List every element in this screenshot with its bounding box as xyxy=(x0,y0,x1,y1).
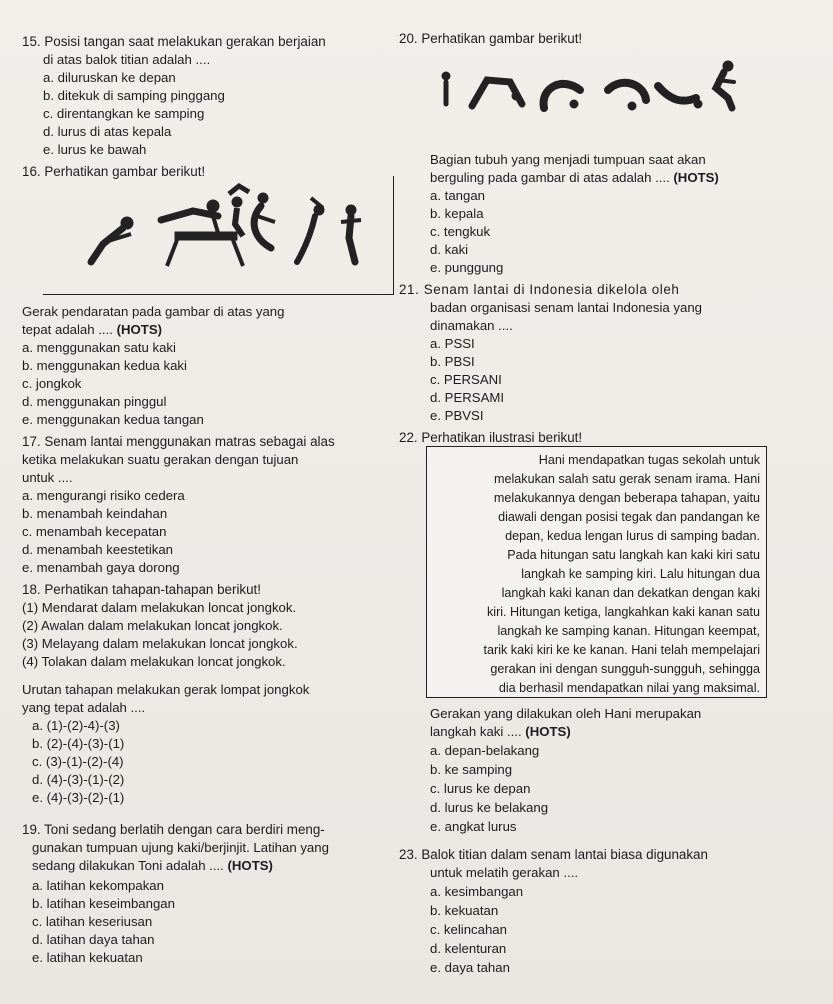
q22-option-c: c. lurus ke depan xyxy=(430,781,531,796)
q22-question-line1: Gerakan yang dilakukan oleh Hani merupakan xyxy=(430,706,702,721)
q23-option-c: c. kelincahan xyxy=(430,922,507,937)
q20-option-a: a. tangan xyxy=(430,188,485,203)
q20-roll-illustration xyxy=(432,46,767,150)
q15-option-b: b. ditekuk di samping pinggang xyxy=(43,88,225,103)
q22-box-line-12: gerakan ini dengan sungguh-sungguh, sehingga xyxy=(490,662,760,676)
q22-line1: 22. Perhatikan ilustrasi berikut! xyxy=(399,430,583,445)
q22-option-d: d. lurus ke belakang xyxy=(430,800,549,815)
q22-illustration-box xyxy=(426,446,767,698)
q22-box-line-13: dia berhasil mendapatkan nilai yang maksimal. xyxy=(498,681,760,695)
q18-option-e: e. (4)-(3)-(2)-(1) xyxy=(32,790,125,805)
q19-option-b: b. latihan keseimbangan xyxy=(32,896,175,911)
q15-option-d: d. lurus di atas kepala xyxy=(43,124,172,139)
q21-line3: dinamakan .... xyxy=(430,318,513,333)
q16-vault-illustration xyxy=(43,176,393,294)
q19-option-e: e. latihan kekuatan xyxy=(32,950,143,965)
q21-option-a: a. PSSI xyxy=(430,336,475,351)
q22-box-line-3: melakukannya dengan beberapa tahapan, yaitu xyxy=(493,491,760,505)
q18-step-1: (1) Mendarat dalam melakukan loncat jongkok. xyxy=(22,600,297,615)
q20-figure xyxy=(432,46,767,150)
q18-option-a: a. (1)-(2)-4)-(3) xyxy=(32,718,120,733)
q18-line1: 18. Perhatikan tahapan-tahapan berikut! xyxy=(22,582,261,597)
q21-option-e: e. PBVSI xyxy=(430,408,484,423)
q22-box-line-1: Hani mendapatkan tugas sekolah untuk xyxy=(538,453,760,467)
q17-option-c: c. menambah kecepatan xyxy=(22,524,167,539)
q18-question-line1: Urutan tahapan melakukan gerak lompat jongkok xyxy=(22,682,310,697)
q23-line1: 23. Balok titian dalam senam lantai biasa digunakan xyxy=(399,847,708,862)
q22-box-text xyxy=(433,451,760,698)
q22-box-line-11: tarik kaki kiri ke ke kanan. Hani telah mempelajari xyxy=(483,643,760,657)
q22-box-line-9: kiri. Hitungan ketiga, langkahkan kaki kanan satu xyxy=(486,605,760,619)
q23-option-a: a. kesimbangan xyxy=(430,884,524,899)
q21-option-d: d. PERSAMI xyxy=(430,390,505,405)
q17-option-d: d. menambah keestetikan xyxy=(22,542,174,557)
q22-box-line-5: depan, kedua lengan lurus di samping badan. xyxy=(505,529,760,543)
q20-option-c: c. tengkuk xyxy=(430,224,491,239)
q23-option-e: e. daya tahan xyxy=(430,960,510,975)
q15-line1: 15. Posisi tangan saat melakukan gerakan berjaian xyxy=(22,34,326,49)
q22-box-line-7: langkah ke samping kiri. Lalu hitungan dua xyxy=(521,567,760,581)
q17-option-a: a. mengurangi risiko cedera xyxy=(22,488,185,503)
q22-option-e: e. angkat lurus xyxy=(430,819,517,834)
q15-option-e: e. lurus ke bawah xyxy=(43,142,147,157)
q16-option-d: d. menggunakan pinggul xyxy=(22,394,167,409)
q22-box-line-8: langkah kaki kanan dan dekatkan dengan kaki xyxy=(501,586,760,600)
q22-option-a: a. depan-belakang xyxy=(430,743,540,758)
q22-option-b: b. ke samping xyxy=(430,762,513,777)
q23-option-b: b. kekuatan xyxy=(430,903,499,918)
q18-question-line2: yang tepat adalah .... xyxy=(22,700,146,715)
q21-option-b: b. PBSI xyxy=(430,354,475,369)
q22-box-line-2: melakukan salah satu gerak senam irama. Hani xyxy=(494,472,760,486)
q21-line2: badan organisasi senam lantai Indonesia yang xyxy=(430,300,702,315)
q16-option-c: c. jongkok xyxy=(22,376,82,391)
q16-line1: 16. Perhatikan gambar berikut! xyxy=(22,164,206,179)
q17-option-b: b. menambah keindahan xyxy=(22,506,168,521)
q16-option-b: b. menggunakan kedua kaki xyxy=(22,358,187,373)
q21-option-c: c. PERSANI xyxy=(430,372,502,387)
q18-option-d: d. (4)-(3)-(1)-(2) xyxy=(32,772,125,787)
q20-option-b: b. kepala xyxy=(430,206,484,221)
q23-option-d: d. kelenturan xyxy=(430,941,507,956)
q17-line3: untuk .... xyxy=(22,470,73,485)
q22-box-line-6: Pada hitungan satu langkah kan kaki kiri satu xyxy=(507,548,760,562)
q22-box-line-10: langkah ke samping kanan. Hitungan keempat, xyxy=(497,624,760,638)
q20-option-d: d. kaki xyxy=(430,242,469,257)
q16-option-a: a. menggunakan satu kaki xyxy=(22,340,176,355)
q16-figure-frame xyxy=(43,176,394,295)
q17-option-e: e. menambah gaya dorong xyxy=(22,560,180,575)
q19-option-a: a. latihan kekompakan xyxy=(32,878,164,893)
q15-option-c: c. direntangkan ke samping xyxy=(43,106,205,121)
q19-line2: gunakan tumpuan ujung kaki/berjinjit. Latihan yang xyxy=(32,840,329,855)
q20-question-line1: Bagian tubuh yang menjadi tumpuan saat akan xyxy=(430,152,706,167)
q18-step-3: (3) Melayang dalam melakukan loncat jongkok. xyxy=(22,636,298,651)
q16-question-line2: tepat adalah .... (HOTS) xyxy=(22,322,163,337)
q19-line1: 19. Toni sedang berlatih dengan cara berdiri meng- xyxy=(22,822,325,837)
q18-step-4: (4) Tolakan dalam melakukan loncat jongkok. xyxy=(22,654,286,669)
q17-line2: ketika melakukan suatu gerakan dengan tujuan xyxy=(22,452,299,467)
q18-step-2: (2) Awalan dalam melakukan loncat jongkok. xyxy=(22,618,283,633)
q20-question-line2: berguling pada gambar di atas adalah .... (HOTS) xyxy=(430,170,719,185)
q19-option-d: d. latihan daya tahan xyxy=(32,932,155,947)
q22-question-line2: langkah kaki .... (HOTS) xyxy=(430,724,571,739)
q18-option-c: c. (3)-(1)-(2)-(4) xyxy=(32,754,124,769)
q19-line3: sedang dilakukan Toni adalah .... (HOTS) xyxy=(32,858,273,873)
q19-option-c: c. latihan keseriusan xyxy=(32,914,153,929)
q15-option-a: a. diluruskan ke depan xyxy=(43,70,176,85)
q21-line1: 21. Senam lantai di Indonesia dikelola oleh xyxy=(399,282,680,297)
q20-line1: 20. Perhatikan gambar berikut! xyxy=(399,31,583,46)
q23-line2: untuk melatih gerakan .... xyxy=(430,865,579,880)
q18-option-b: b. (2)-(4)-(3)-(1) xyxy=(32,736,125,751)
q22-box-line-4: diawali dengan posisi tegak dan pandangan ke xyxy=(498,510,760,524)
q16-question-line1: Gerak pendaratan pada gambar di atas yang xyxy=(22,304,285,319)
q16-option-e: e. menggunakan kedua tangan xyxy=(22,412,204,427)
q17-line1: 17. Senam lantai menggunakan matras sebagai alas xyxy=(22,434,335,449)
q20-option-e: e. punggung xyxy=(430,260,504,275)
q15-line2: di atas balok titian adalah .... xyxy=(43,52,211,67)
